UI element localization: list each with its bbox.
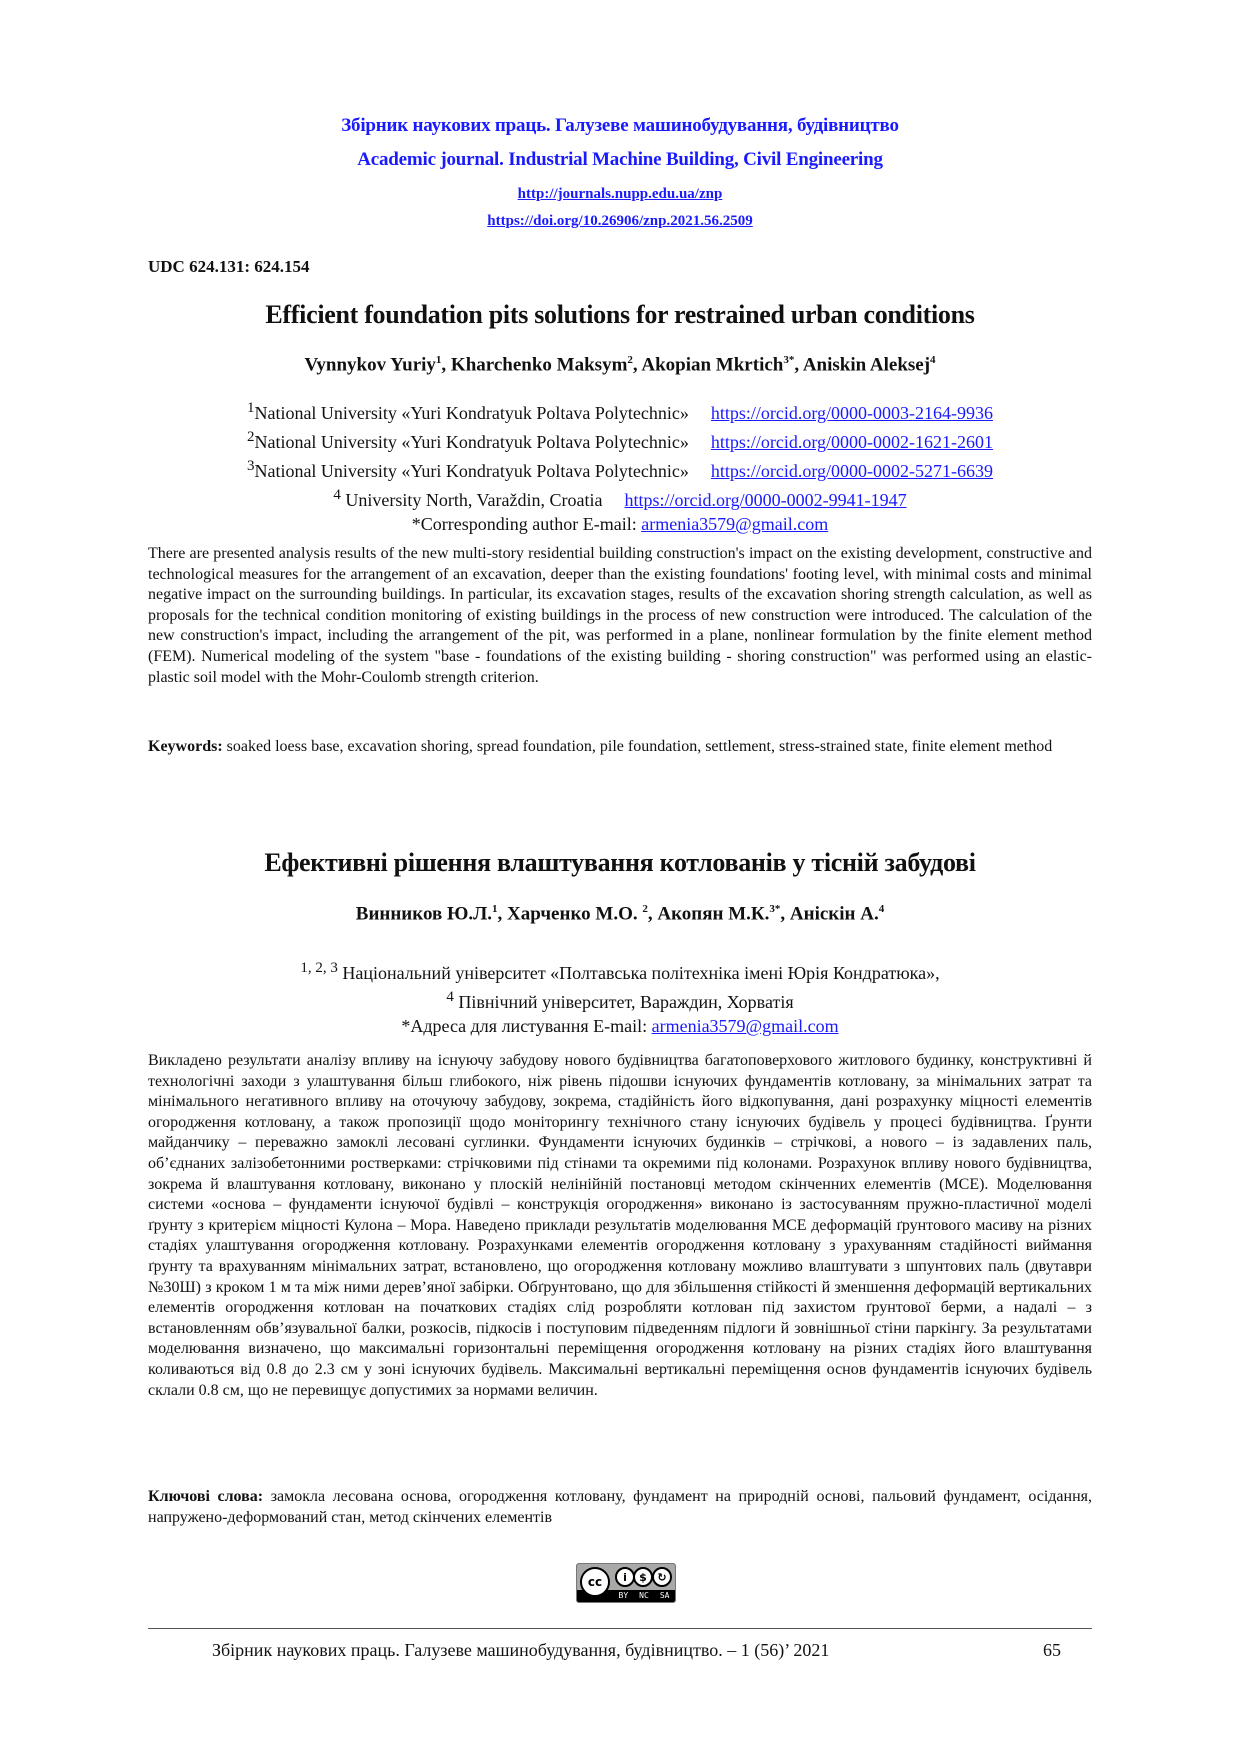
author-name: Акопян М.К. — [657, 903, 770, 925]
abstract-text-en: There are presented analysis results of the new multi-story residential building construction's impact on the existing development, constructive and technological measures for the arrangement of an excavation, deeper than the existing foundations' footing level, with minimal costs and minimal negative impact on the surrounding buildings. In particular, its excavation stages, results of the excavation shoring strength calculation, as well as proposals for the technical condition monitoring of existing buildings in the process of new construction were introduced. The calculation of the new construction's impact, including the arrangement of the pit, was performed in a plane, nonlinear formulation by the finite element method (FEM). Numerical modeling of the system "base - foundations of the existing building - shoring construction" was performed using an elastic-plastic soil model with the Mohr-Coulomb strength criterion. — [148, 545, 1092, 686]
author-name: Аніскін А. — [789, 903, 879, 925]
author-name: Харченко М.О. — [507, 903, 643, 925]
noncommercial-icon: $ — [633, 1567, 653, 1587]
affiliation-line — [0, 483, 1240, 512]
author-sup: 1 — [435, 354, 442, 366]
orcid-link[interactable]: https://orcid.org/0000-0002-5271-6639 — [710, 461, 994, 481]
footer-divider — [148, 1628, 1092, 1629]
author-sup: 3* — [769, 903, 781, 915]
paper-title-ua: Ефективні рішення влаштування котлованів у тісній забудові — [264, 848, 976, 877]
by-attribution-icon: i — [615, 1567, 635, 1587]
affiliations-en — [0, 396, 1240, 536]
affiliation-line — [0, 396, 1240, 425]
sharealike-icon: ↻ — [652, 1567, 672, 1587]
affiliation-sup: 4 — [446, 989, 454, 1005]
keywords-text-ua: замокла лесована основа, огородження котловану, фундамент на природній основі, пальовий фундамент, осідання, напружено-деформований стан, метод скінчених елементів — [148, 1488, 1092, 1526]
affiliation-line — [0, 454, 1240, 483]
affiliation-sup: 2 — [246, 429, 255, 445]
affiliation-text: National University «Yuri Kondratyuk Poltava Polytechnic» — [254, 403, 689, 423]
abstract-ua — [148, 1051, 1092, 1401]
abstract-en — [148, 544, 1092, 688]
license-label-by: BY — [618, 1591, 629, 1600]
license-labels — [613, 1590, 675, 1602]
affiliation-line — [0, 985, 1240, 1014]
paper-title-en: Efficient foundation pits solutions for restrained urban conditions — [265, 300, 975, 329]
email-link[interactable]: armenia3579@gmail.com — [651, 1016, 839, 1036]
udc-code: UDC 624.131: 624.154 — [148, 257, 310, 276]
license-label-nc: NC — [639, 1591, 649, 1600]
corresponding-label: *Corresponding author E-mail: — [411, 514, 642, 534]
author-sup: 4 — [930, 354, 936, 366]
author-sup: 1 — [492, 903, 498, 915]
keywords-en — [148, 737, 1092, 758]
cc-by-nc-sa-icon[interactable] — [576, 1563, 676, 1603]
author-name: Kharchenko Maksym — [450, 354, 628, 376]
affiliation-sup: 3 — [246, 458, 255, 474]
author-name: Aniskin Aleksej — [802, 354, 931, 376]
affiliation-line — [0, 425, 1240, 454]
affiliation-text: Національний університет «Полтавська політехніка імені Юрія Кондратюка», — [337, 963, 940, 983]
cc-icon: cc — [580, 1567, 610, 1597]
journal-url-link[interactable]: http://journals.nupp.edu.ua/znp — [517, 186, 723, 202]
orcid-link[interactable]: https://orcid.org/0000-0002-9941-1947 — [624, 490, 907, 510]
author-sup: 4 — [878, 903, 885, 915]
orcid-link[interactable]: https://orcid.org/0000-0002-1621-2601 — [710, 432, 994, 452]
affiliation-sup: 1 — [246, 400, 255, 416]
keywords-text-en: soaked loess base, excavation shoring, spread foundation, pile foundation, settlement, stress-strained state, finite element method — [222, 738, 1053, 755]
author-name: Vynnykov Yuriy — [304, 354, 436, 376]
author-sup: 2 — [642, 903, 648, 915]
doi-link[interactable]: https://doi.org/10.26906/znp.2021.56.2509 — [487, 213, 753, 229]
affiliation-text: University North, Varaždin, Croatia — [345, 490, 603, 510]
corresponding-label: *Адреса для листування E-mail: — [401, 1016, 652, 1036]
affiliation-text: Північний університет, Вараждин, Хорватія — [453, 992, 794, 1012]
email-link[interactable]: armenia3579@gmail.com — [641, 514, 829, 534]
affiliation-text: National University «Yuri Kondratyuk Poltava Polytechnic» — [254, 432, 689, 452]
footer-journal-issue: Збірник наукових праць. Галузеве машинобудування, будівництво. – 1 (56)’ 2021 — [212, 1640, 830, 1660]
affiliation-sup: 4 — [333, 487, 341, 503]
doi-url-wrap — [0, 213, 1240, 230]
authors-en: Vynnykov Yuriy$^1$, Kharchenko Maksym$^2$, Akopian Mkrtich$^{3*}$, Aniskin Aleksej$^4$ — [304, 354, 936, 376]
keywords-label-ua: Ключові слова: — [148, 1488, 264, 1505]
keywords-ua — [148, 1487, 1092, 1528]
author-name: Akopian Mkrtich — [641, 354, 784, 376]
author-sup: 3* — [783, 354, 795, 366]
page-number: 65 — [1043, 1640, 1061, 1660]
corresponding-line — [0, 512, 1240, 536]
keywords-label-en: Keywords: — [148, 738, 223, 755]
affiliation-text: National University «Yuri Kondratyuk Poltava Polytechnic» — [254, 461, 689, 481]
journal-url-wrap — [0, 186, 1240, 203]
affiliation-line — [0, 956, 1240, 985]
license-label-sa: SA — [659, 1591, 670, 1600]
corresponding-line — [0, 1014, 1240, 1038]
journal-title-en: Academic journal. Industrial Machine Building, Civil Engineering — [357, 149, 883, 170]
abstract-text-ua: Викладено результати аналізу впливу на існуючу забудову нового будівництва багатоповерхового житлового будинку, конструктивні й технологічні заходи з улаштування більш глибокого, ніж рівень підошви існуючих фундаментів котловану, за мінімальних затрат та мінімального негативного впливу на оточуючу забудову, зокрема, стадійність його відкопування, дані розрахунку міцності елементів огородження котловану, а також пропозиції щодо моніторингу технічного стану існуючих будівель у процесі будівництва. Ґрунти майданчику – переважно замоклі лесовані суглинки. Фундаменти існуючих будинків – стрічкові, а нового – із задавлених паль, об’єднаних залізобетонними ростверками: стрічковими під стінами та окремими під колонами. Розрахунок впливу нового будівництва, зокрема й влаштування котловану, виконано у плоскій нелінійній постановці методом скінченних елементів (МСЕ). Моделювання системи «основа – фундаменти існуючої будівлі – конструкція огородження» виконано із застосуванням пружно-пластичної моделі ґрунту з критерієм міцності Кулона – Мора. Наведено приклади результатів моделювання МСЕ деформацій ґрунтового масиву на різних стадіях улаштування огородження котловану. Розрахунками елементів огородження котловану з урахуванням стадійності виймання ґрунту та врахуванням мінімальних затрат, встановлено, що огородження котловану можливо влаштувати з шпунтових паль (двутаври №30Ш) з кроком 1 м та між ними дерев’яної забірки. Обґрунтовано, що для збільшення стійкості й зменшення деформацій вертикальних елементів огородження котлован на початкових стадіях слід розробляти котлован під захистом ґрунтової берми, а надалі – з встановленням обв’язувальної балки, розкосів, підкосів і поступовим підведенням підлоги й зовнішньої стіни паркінгу. За результатами моделювання визначено, що максимальні горизонтальні переміщення огородження котловану на різних стадіях його влаштування коливаються від 0.8 до 2.3 см у зоні існуючих будівель. Максимальні вертикальні переміщення основ фундаментів існуючих будівель склали 0.8 см, що не перевищує допустимих за нормами величин. — [148, 1052, 1092, 1399]
orcid-link[interactable]: https://orcid.org/0000-0003-2164-9936 — [710, 403, 994, 423]
author-name: Винников Ю.Л. — [355, 903, 493, 925]
author-sup: 2 — [627, 354, 633, 366]
affiliation-sup: 1, 2, 3 — [300, 960, 338, 976]
affiliations-ua — [0, 956, 1240, 1038]
journal-title-ua: Збірник наукових праць. Галузеве машинобудування, будівництво — [341, 115, 899, 136]
authors-ua: Винников Ю.Л.$^1$, Харченко М.О. $^2$, Акопян М.К.$^{3*}$, Аніскін А.$^4$ — [355, 903, 885, 925]
